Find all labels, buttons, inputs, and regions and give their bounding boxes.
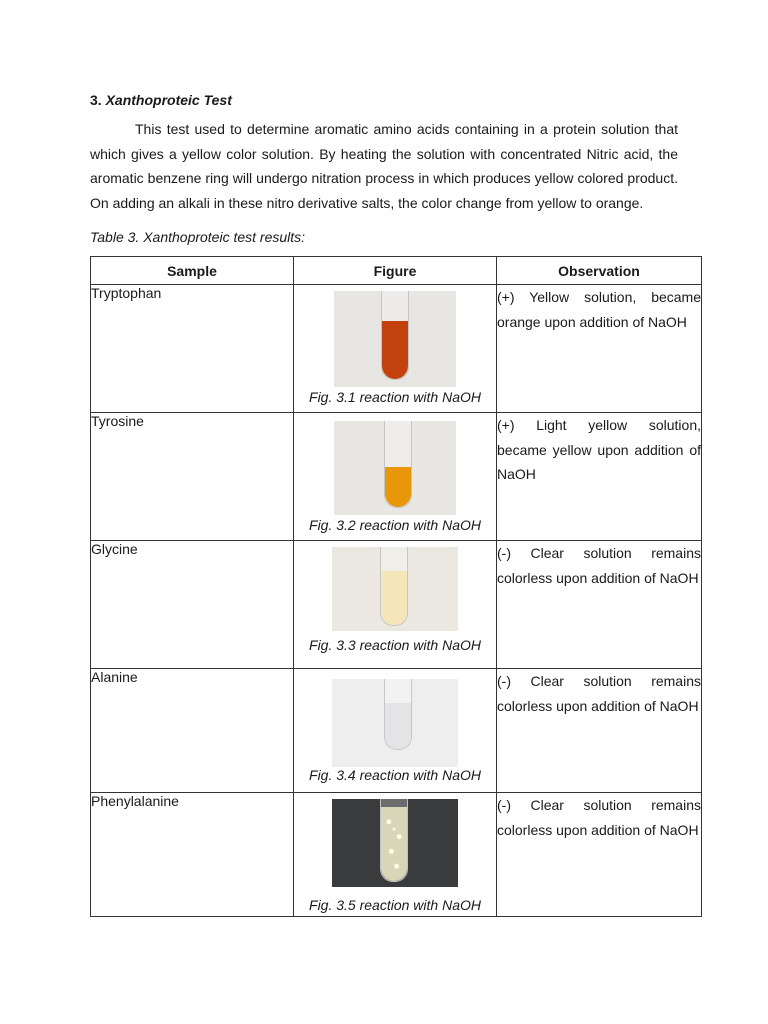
figure-caption: Fig. 3.5 reaction with NaOH	[309, 897, 481, 913]
test-tube-photo	[332, 547, 458, 631]
results-table	[90, 256, 702, 917]
tube-liquid	[381, 807, 407, 881]
precipitate-particles	[381, 807, 407, 881]
figure-caption: Fig. 3.4 reaction with NaOH	[309, 767, 481, 783]
sample-cell: Phenylalanine	[91, 793, 294, 917]
figure-caption: Fig. 3.2 reaction with NaOH	[309, 517, 481, 533]
section-paragraph: This test used to determine aromatic amino acids containing in a protein solution that which gives a yellow color solution. By heating the solution with concentrated Nitric acid, the aromatic benzene ring will undergo nitration process in which produces yellow colored product. On adding an alkali in these nitro derivative salts, the color change from yellow to orange.	[90, 121, 678, 211]
header-sample: Sample	[91, 257, 294, 285]
test-tube	[380, 799, 408, 882]
test-tube-photo	[334, 291, 456, 387]
figure-cell	[294, 285, 497, 413]
figure-caption: Fig. 3.3 reaction with NaOH	[309, 637, 481, 653]
observation-cell: (-) Clear solution remains colorless upon addition of NaOH	[497, 669, 702, 793]
tube-liquid	[385, 467, 411, 507]
table-row	[91, 285, 702, 413]
table-row	[91, 541, 702, 669]
table-row	[91, 413, 702, 541]
test-tube	[384, 679, 412, 750]
figure-cell	[294, 669, 497, 793]
section-number: 3.	[90, 92, 102, 108]
table-header-row	[91, 257, 702, 285]
test-tube	[384, 421, 412, 508]
table-row	[91, 793, 702, 917]
header-figure: Figure	[294, 257, 497, 285]
section-title: Xanthoproteic Test	[105, 92, 232, 108]
figure-caption: Fig. 3.1 reaction with NaOH	[309, 389, 481, 405]
observation-cell: (-) Clear solution remains colorless upon addition of NaOH	[497, 793, 702, 917]
tube-liquid	[382, 321, 408, 379]
test-tube-photo	[332, 679, 458, 767]
section-heading	[90, 92, 232, 108]
table-row	[91, 669, 702, 793]
figure-cell	[294, 413, 497, 541]
observation-cell: (+) Light yellow solution, became yellow upon addition of NaOH	[497, 413, 702, 541]
observation-cell: (+) Yellow solution, became orange upon addition of NaOH	[497, 285, 702, 413]
tube-liquid	[385, 703, 411, 749]
tube-liquid	[381, 571, 407, 625]
test-tube	[381, 291, 409, 380]
figure-cell	[294, 541, 497, 669]
sample-cell: Glycine	[91, 541, 294, 669]
sample-cell: Tyrosine	[91, 413, 294, 541]
test-tube-photo	[334, 421, 456, 515]
sample-cell: Tryptophan	[91, 285, 294, 413]
sample-cell: Alanine	[91, 669, 294, 793]
figure-cell	[294, 793, 497, 917]
test-tube-photo	[332, 799, 458, 887]
header-observation: Observation	[497, 257, 702, 285]
table-caption: Table 3. Xanthoproteic test results:	[90, 229, 306, 245]
test-tube	[380, 547, 408, 626]
observation-cell: (-) Clear solution remains colorless upon addition of NaOH	[497, 541, 702, 669]
